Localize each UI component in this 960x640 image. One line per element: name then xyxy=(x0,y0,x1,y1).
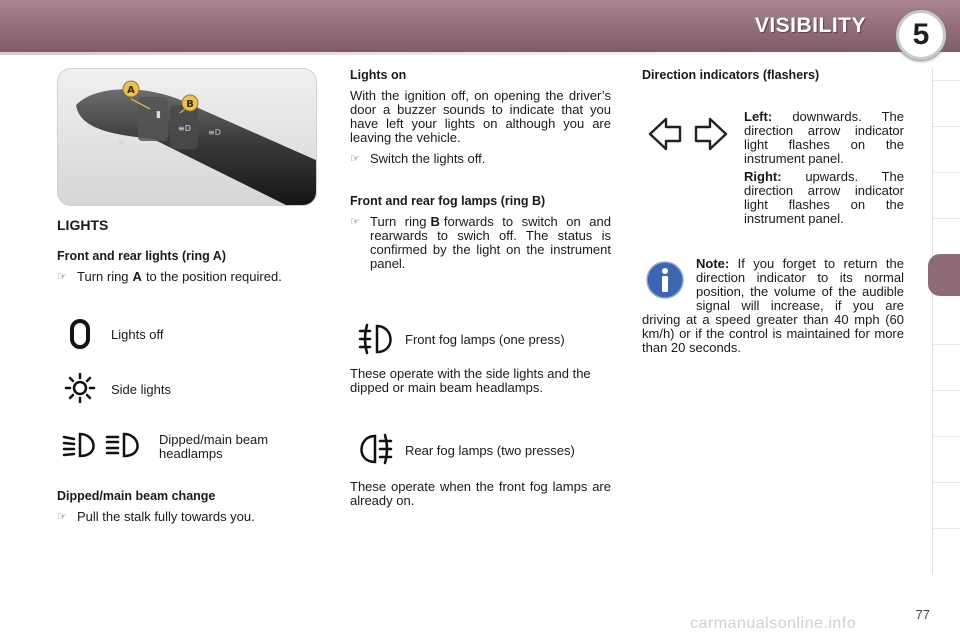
callout-b: B xyxy=(186,99,194,110)
direction-details: Left: downwards. The direction arrow indicator light flashes on the instrument panel. Right: upwards. The direction arrow indicator light flashes on the instrument panel. xyxy=(744,109,904,226)
note-label: Note: xyxy=(696,256,730,271)
watermark: carmanualsonline.info xyxy=(690,615,857,632)
tab-marker[interactable] xyxy=(932,344,960,345)
chapter-badge: 5 xyxy=(896,10,946,60)
lights-section xyxy=(57,218,320,284)
fog-section: Front and rear fog lamps (ring B) ☞ Turn ring B forwards to switch on and rearwards to swich off. The status is confirmed by the light on the instrument panel. xyxy=(350,194,611,271)
tab-marker[interactable] xyxy=(932,80,960,81)
section-title: LIGHTS xyxy=(57,217,109,233)
left-label: Left: xyxy=(744,109,773,124)
dipped-change-section: Dipped/main beam change ☞ Pull the stalk fully towards you. xyxy=(57,489,320,524)
rear-fog-lamp-icon xyxy=(358,432,394,466)
dipped-heading: Dipped/main beam change xyxy=(57,489,216,503)
fog-heading: Front and rear fog lamps (ring B) xyxy=(350,194,546,208)
direction-heading: Direction indicators (flashers) xyxy=(642,68,820,82)
tab-marker[interactable] xyxy=(932,126,960,127)
tab-marker[interactable] xyxy=(932,528,960,529)
chapter-tabs xyxy=(926,68,960,574)
tab-marker[interactable] xyxy=(932,482,960,483)
pointer-icon: ☞ xyxy=(57,511,67,523)
tab-marker[interactable] xyxy=(932,172,960,173)
page-title: VISIBILITY xyxy=(754,14,866,37)
lights-on-section: Lights on With the ignition off, on opening the driver’s door a buzzer sounds to indicate that you have left your lights on although you are leaving the vehicle. ☞ Switch the lights off. xyxy=(350,68,611,166)
direction-arrows-icon xyxy=(646,116,730,152)
note-section: Note: If you forget to return the direction indicator to its normal position, the volume of the audible signal will increase, if you are driving at a speed greater than 40 mph (60 km/h) or if the control is maintained for more than 20 seconds. xyxy=(642,256,904,355)
callout-a: A xyxy=(127,85,135,96)
light-stalk-illustration xyxy=(57,68,317,206)
page-number: 77 xyxy=(915,607,930,622)
right-label: Right: xyxy=(744,169,782,184)
dipped-main-beam-icon xyxy=(62,430,146,460)
front-fog-lamp-icon xyxy=(358,322,394,356)
pointer-icon: ☞ xyxy=(350,153,360,165)
tab-active-chapter[interactable] xyxy=(928,254,960,296)
svg-text:≡D: ≡D xyxy=(208,128,221,137)
lights-off-icon xyxy=(66,318,96,350)
stalk-icon xyxy=(58,69,317,206)
tab-marker[interactable] xyxy=(932,218,960,219)
tab-marker[interactable] xyxy=(932,390,960,391)
pointer-icon: ☞ xyxy=(57,271,67,283)
svg-text:☼: ☼ xyxy=(118,138,126,147)
tab-marker[interactable] xyxy=(932,436,960,437)
front-fog-text: These operate with the side lights and the dipped or main beam headlamps. xyxy=(350,366,591,395)
svg-text:≡D: ≡D xyxy=(178,124,191,133)
rear-fog-text: These operate when the front fog lamps are already on. xyxy=(350,479,611,508)
svg-text:▮: ▮ xyxy=(156,110,161,120)
ring-a-heading: Front and rear lights (ring A) xyxy=(57,249,226,263)
side-lights-icon xyxy=(64,372,96,404)
lights-on-heading: Lights on xyxy=(350,68,407,82)
pointer-icon: ☞ xyxy=(350,216,360,228)
header-band xyxy=(0,0,960,52)
ring-a-instruction: ☞ Turn ring A to the position required. xyxy=(57,269,282,284)
